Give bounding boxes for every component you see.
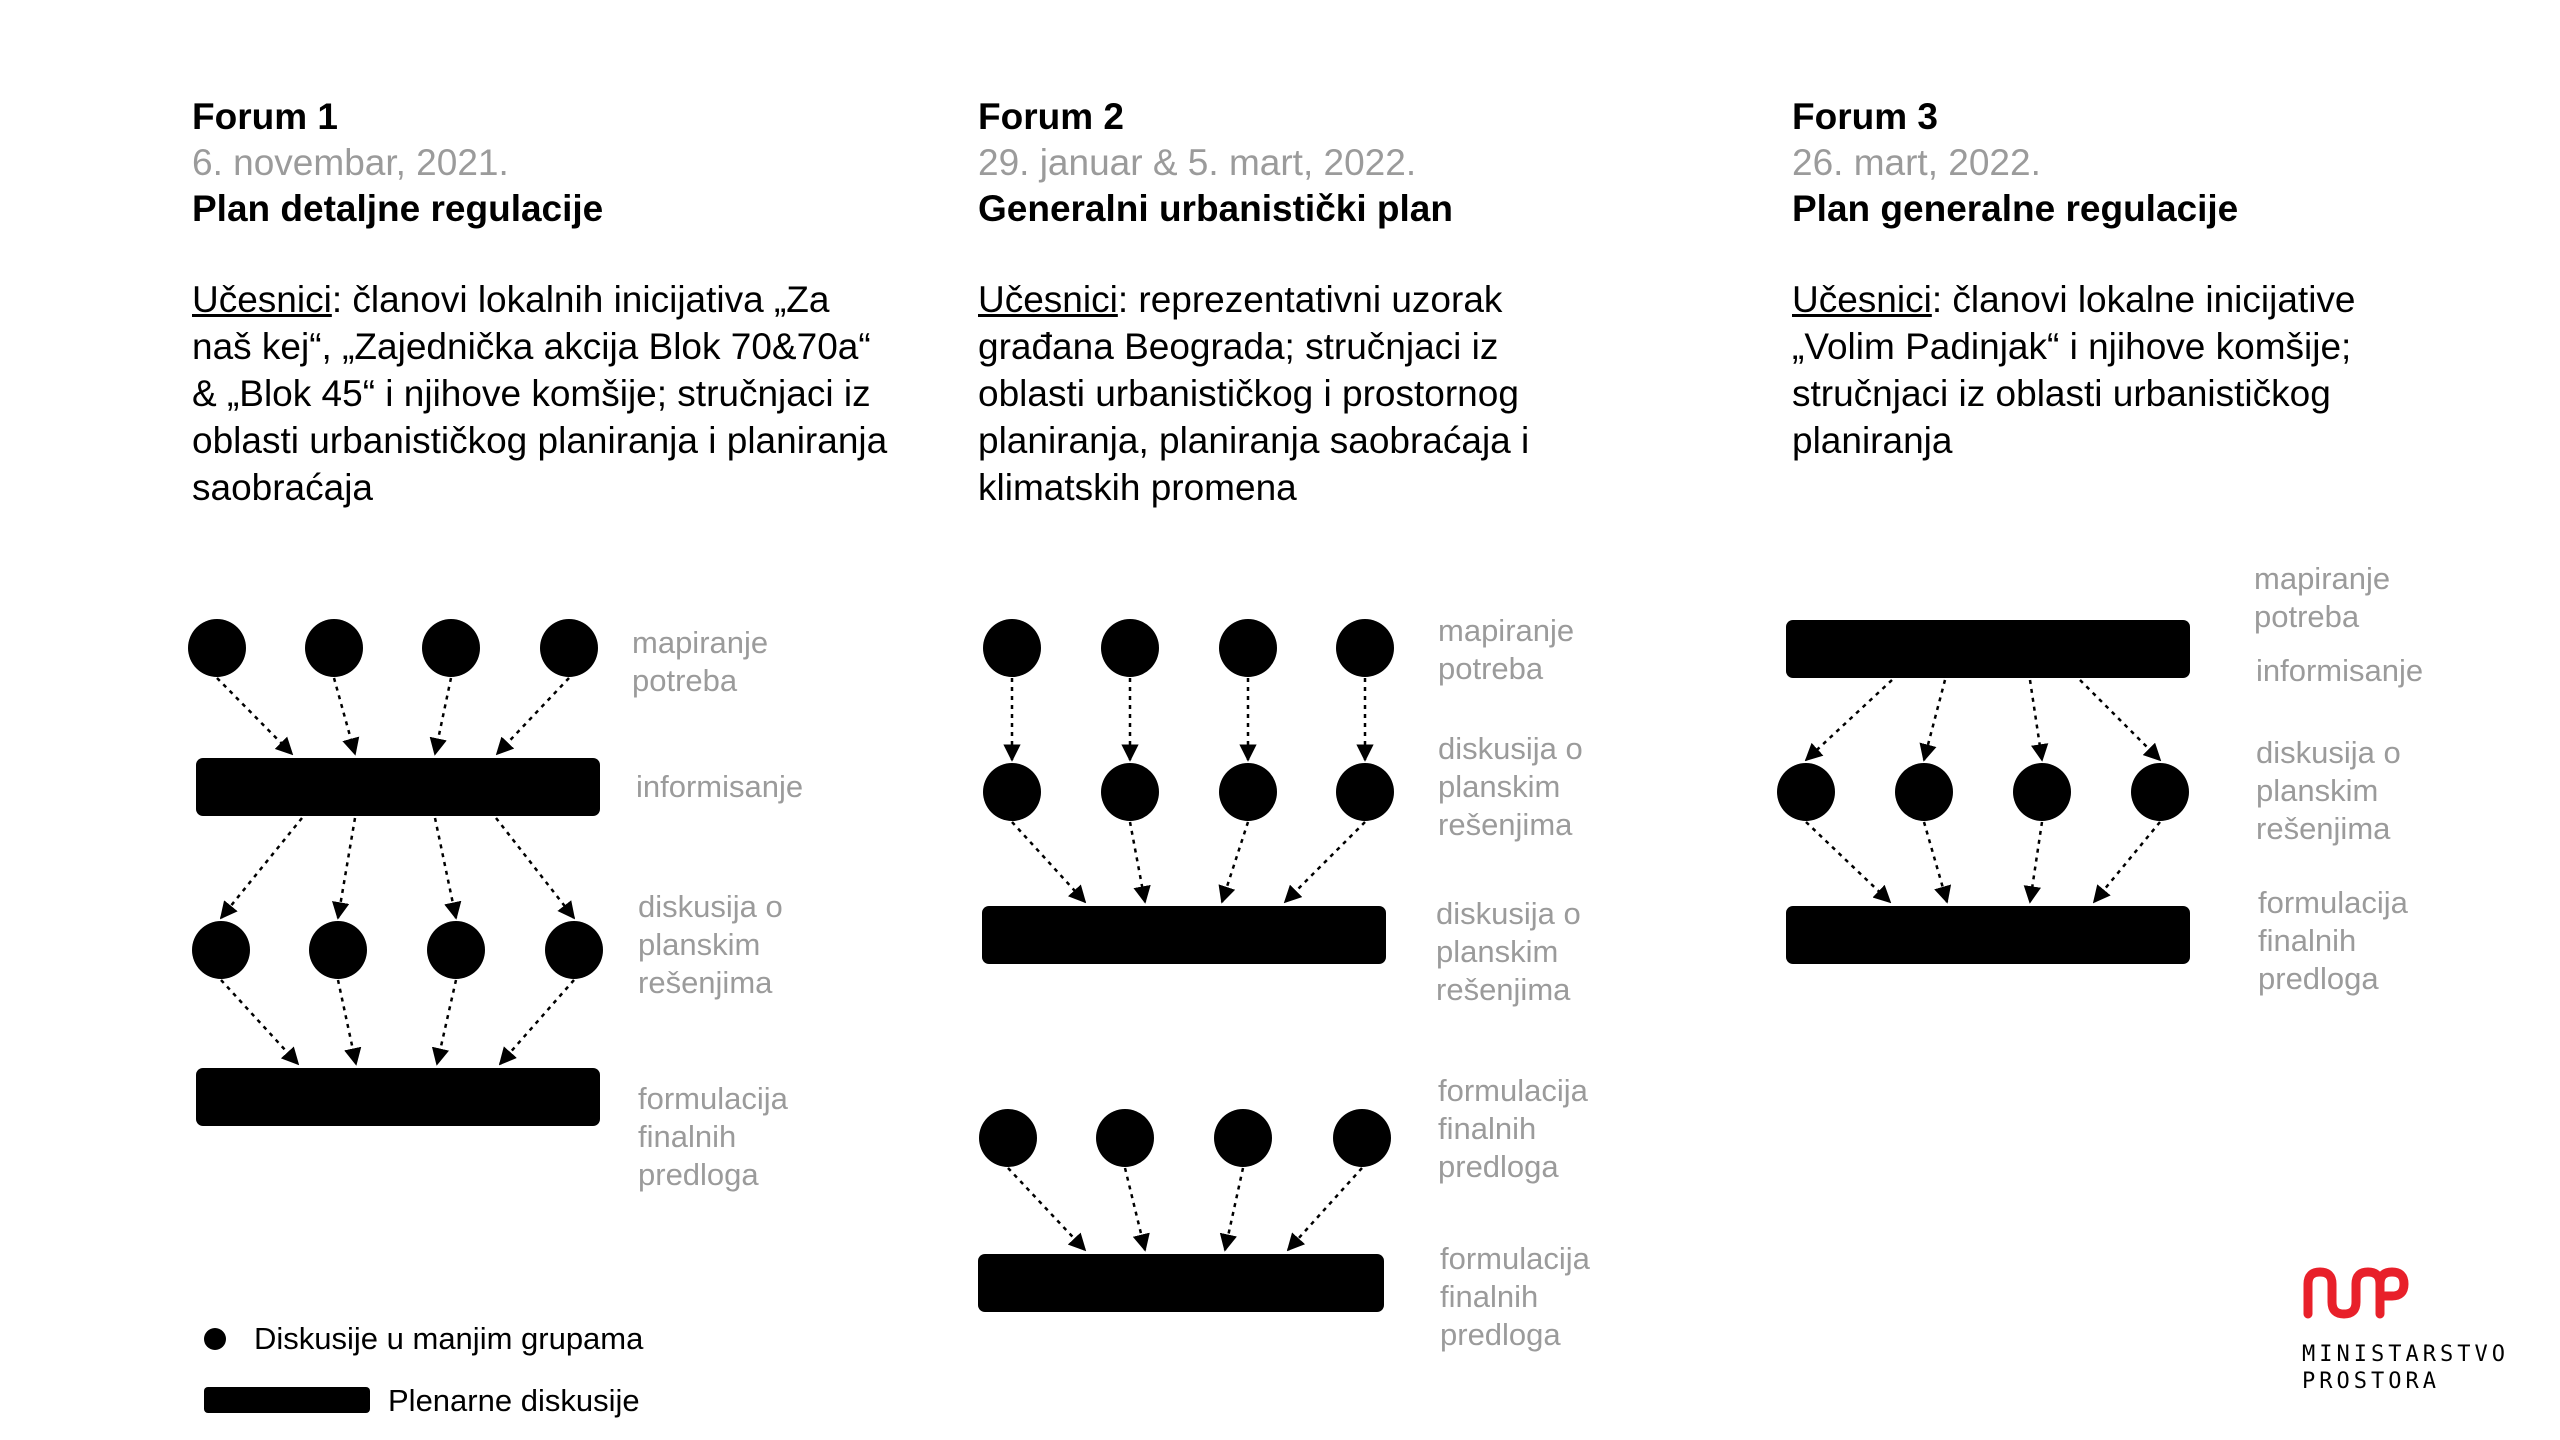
small-group-dot (1895, 763, 1953, 821)
flow-arrow (338, 818, 355, 918)
ministarstvo-prostora-logo (2302, 1266, 2509, 1395)
forum-plan: Generalni urbanistički plan (978, 188, 1453, 229)
flow-arrow (435, 678, 451, 754)
flow-arrow (496, 818, 574, 918)
forum-title: Forum 3 (1792, 96, 1938, 137)
participants-text: : članovi lokalnih inicijativa „Za naš kej“, „Zajednička akcija Blok 70&70a“ & „Blok 45“ i njihove komšije; stručnjaci iz oblasti urbanističkog planiranja i planiranja saobraćaja (192, 279, 888, 508)
flow-arrow (1008, 1168, 1085, 1250)
legend-small-groups: Diskusije u manjim grupama (254, 1321, 644, 1356)
participants-text: : reprezentativni uzorak građana Beograda; stručnjaci iz oblasti urbanističkog i prostornog planiranja, planiranja saobraćaja i klimatskih promena (978, 279, 1530, 508)
flow-arrow (2080, 680, 2160, 760)
logo-line-2: PROSTORA (2302, 1369, 2440, 1394)
flow-arrow (221, 980, 298, 1064)
forum-date: 29. januar & 5. mart, 2022. (978, 142, 1417, 183)
forum-title: Forum 1 (192, 96, 338, 137)
flow-arrow (1806, 680, 1892, 760)
logo-line-1: MINISTARSTVO (2302, 1342, 2509, 1367)
small-group-dot (1101, 763, 1159, 821)
legend-small-group-dot (204, 1328, 226, 1350)
flow-arrow (1924, 822, 1947, 902)
plenary-bar (1786, 906, 2190, 964)
legend-plenary-bar (204, 1387, 370, 1413)
flow-arrow (1806, 822, 1890, 902)
flow-arrow (1130, 822, 1145, 902)
small-group-dot (188, 619, 246, 677)
small-group-dot (1096, 1109, 1154, 1167)
stage-label-formulacija: formulacija finalnih predloga (638, 1081, 788, 1192)
small-group-dot (1336, 763, 1394, 821)
forum-plan: Plan generalne regulacije (1792, 188, 2239, 229)
small-group-dot (1219, 763, 1277, 821)
flow-arrow (1288, 1168, 1362, 1250)
stage-label-formulacija-plenary: formulacija finalnih predloga (1440, 1241, 1590, 1352)
stage-label-diskusija-plenary: diskusija o planskim rešenjima (1436, 896, 1581, 1007)
flow-arrow (435, 818, 456, 918)
forum-plan: Plan detaljne regulacije (192, 188, 604, 229)
flow-arrow (221, 818, 302, 918)
stage-label-mapiranje: mapiranje potreba (632, 625, 769, 698)
legend-plenary: Plenarne diskusije (388, 1383, 640, 1418)
small-group-dot (1333, 1109, 1391, 1167)
flow-arrow (334, 678, 355, 754)
forum-date: 26. mart, 2022. (1792, 142, 2041, 183)
small-group-dot (2013, 763, 2071, 821)
participants-label: Učesnici (1792, 279, 1932, 320)
flow-arrow (1225, 1168, 1243, 1250)
flow-arrow (497, 678, 569, 754)
stage-label-diskusija: diskusija o planskim rešenjima (638, 889, 783, 1000)
small-group-dot (2131, 763, 2189, 821)
flow-arrow (500, 980, 574, 1064)
small-group-dot (192, 921, 250, 979)
small-group-dot (309, 921, 367, 979)
flow-arrow (1222, 822, 1248, 902)
stage-label-formulacija-groups: formulacija finalnih predloga (1438, 1073, 1588, 1184)
small-group-dot (1336, 619, 1394, 677)
flow-arrow (1285, 822, 1365, 902)
participants-text: : članovi lokalne inicijative „Volim Padinjak“ i njihove komšije; stručnjaci iz oblasti urbanističkog planiranja (1792, 279, 2356, 461)
plenary-bar (982, 906, 1386, 964)
flow-arrow (1012, 822, 1085, 902)
small-group-dot (1219, 619, 1277, 677)
stage-label-mapiranje: mapiranje potreba (2254, 561, 2391, 634)
stage-label-informisanje: informisanje (2256, 653, 2424, 688)
stage-label-formulacija: formulacija finalnih predloga (2258, 885, 2408, 996)
small-group-dot (983, 619, 1041, 677)
logo-mark-icon (2302, 1266, 2410, 1320)
stage-label-diskusija: diskusija o planskim rešenjima (2256, 735, 2401, 846)
small-group-dot (1777, 763, 1835, 821)
small-group-dot (427, 921, 485, 979)
flow-arrow (1924, 680, 1945, 760)
small-group-dot (540, 619, 598, 677)
flow-arrow (1125, 1168, 1145, 1250)
flow-arrow (338, 980, 356, 1064)
forum-date: 6. novembar, 2021. (192, 142, 509, 183)
stage-label-diskusija-groups: diskusija o planskim rešenjima (1438, 731, 1583, 842)
small-group-dot (1101, 619, 1159, 677)
small-group-dot (979, 1109, 1037, 1167)
participants-label: Učesnici (192, 279, 332, 320)
small-group-dot (983, 763, 1041, 821)
small-group-dot (305, 619, 363, 677)
plenary-bar (978, 1254, 1384, 1312)
stage-label-informisanje: informisanje (636, 769, 804, 804)
participants-label: Učesnici (978, 279, 1118, 320)
flow-arrow (2030, 822, 2042, 902)
small-group-dot (545, 921, 603, 979)
flow-arrow (2094, 822, 2160, 902)
small-group-dot (422, 619, 480, 677)
plenary-bar (196, 758, 600, 816)
flow-arrow (217, 678, 292, 754)
flow-arrow (2030, 680, 2042, 760)
small-group-dot (1214, 1109, 1272, 1167)
forum-title: Forum 2 (978, 96, 1124, 137)
stage-label-mapiranje: mapiranje potreba (1438, 613, 1575, 686)
plenary-bar (196, 1068, 600, 1126)
flow-arrow (437, 980, 456, 1064)
plenary-bar (1786, 620, 2190, 678)
